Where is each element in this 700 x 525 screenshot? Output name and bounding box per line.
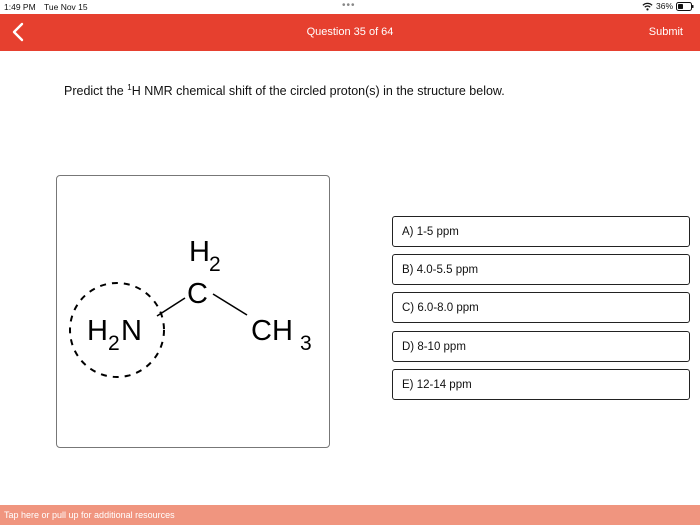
answer-option-c[interactable] [392, 292, 690, 323]
answer-option-d[interactable] [392, 331, 690, 362]
answer-option-a[interactable] [392, 216, 690, 247]
status-bar [0, 0, 700, 14]
ch2-h: H [189, 236, 210, 268]
ethylamine-structure [57, 176, 329, 447]
ch2-subscript: 2 [209, 253, 221, 276]
question-prefix: Predict the [64, 84, 128, 99]
ch2-c: C [187, 278, 208, 310]
question-suffix: H NMR chemical shift of the circled proton(s) in the structure below. [131, 84, 505, 99]
answer-label: E) 12-14 ppm [402, 379, 472, 391]
structure-image [56, 175, 330, 448]
question-superscript: 1 [127, 83, 132, 92]
resources-bar[interactable] [0, 505, 700, 525]
bond-n-c [157, 298, 185, 316]
answer-option-e[interactable] [392, 369, 690, 400]
question-prompt [64, 83, 505, 98]
answer-label: B) 4.0-5.5 ppm [402, 264, 479, 276]
multitasking-dots[interactable]: ••• [342, 0, 356, 11]
answer-label: C) 6.0-8.0 ppm [402, 302, 479, 314]
wifi-icon [642, 2, 653, 11]
battery-percent: 36% [655, 1, 673, 11]
answer-option-b[interactable] [392, 254, 690, 285]
amine-h: H [87, 315, 108, 347]
status-right [642, 1, 694, 11]
circled-proton-highlight [70, 283, 164, 377]
amine-n: N [121, 315, 142, 347]
question-counter: Question 35 of 64 [306, 26, 394, 38]
status-date: Tue Nov 15 [44, 2, 88, 12]
answer-label: A) 1-5 ppm [402, 226, 459, 238]
submit-button[interactable]: Submit [648, 26, 683, 38]
nav-bar [0, 14, 700, 51]
resources-label: Tap here or pull up for additional resources [4, 510, 175, 520]
status-time: 1:49 PM [4, 2, 36, 12]
battery-icon [676, 2, 694, 11]
amine-subscript: 2 [108, 332, 120, 355]
answer-label: D) 8-10 ppm [402, 341, 466, 353]
methyl-subscript: 3 [300, 332, 312, 355]
bond-c-ch3 [213, 294, 247, 315]
methyl-ch: CH [251, 315, 293, 347]
